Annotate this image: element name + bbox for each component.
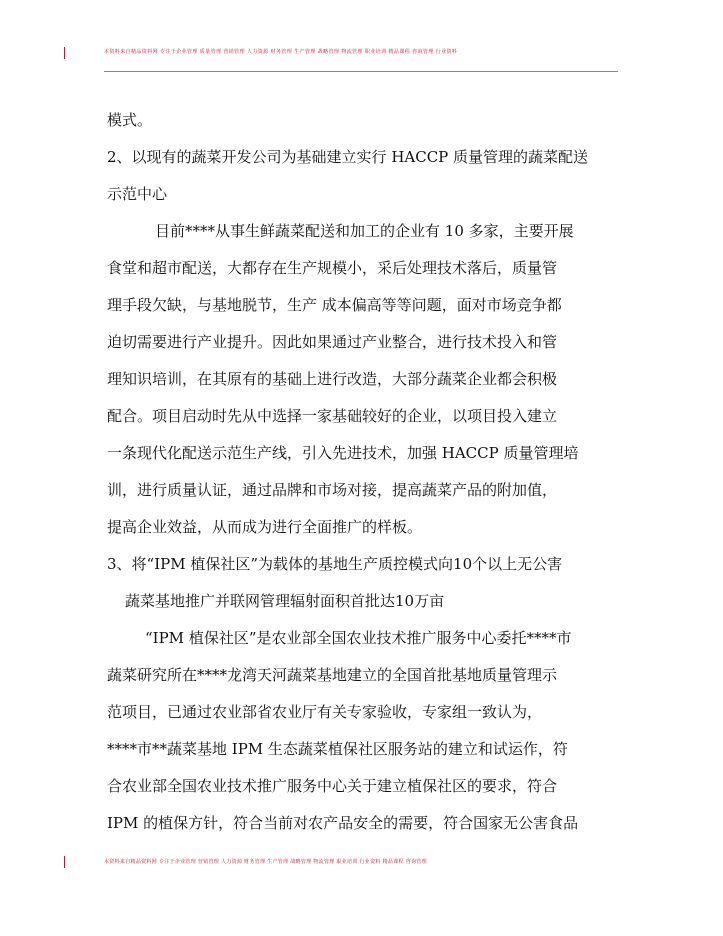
body-line: 合农业部全国农业技术推广服务中心关于建立植保社区的要求，符合 <box>107 777 558 795</box>
body-line: 蔬菜研究所在****龙湾天河蔬菜基地建立的全国首批基地质量管理示 <box>107 666 558 684</box>
header-banner-text: 本资料来自精品资料网 专注于企业管理 质量管理 营销管理 人力资源 财务管理 生产管理 战略管理 物流管理 职业培训 精品课程 咨询管理 行业资料 <box>104 49 458 55</box>
footer-banner-text: 本资料来自精品资料网 专注于企业管理 营销管理 人力资源 财务管理 生产管理 战略管理 物流管理 职业培训 行业资料 精品课程 咨询管理 <box>104 859 427 865</box>
body-line: 范项目，已通过农业部省农业厅有关专家验收，专家组一致认为， <box>107 703 543 721</box>
body-line: “IPM 植保社区”是农业部全国农业技术推广服务中心委托****市 <box>145 629 572 647</box>
body-line: IPM 的植保方针，符合当前对农产品安全的需要，符合国家无公害食品 <box>107 814 579 832</box>
header-rule <box>104 71 618 72</box>
body-line: 理知识培训，在其原有的基础上进行改造，大部分蔬菜企业都会积极 <box>107 370 558 388</box>
section-heading: 3、将“IPM 植保社区”为载体的基地生产质控模式向10个以上无公害 <box>107 555 563 573</box>
section-heading: 蔬菜基地推广并联网管理辐射面积首批达10万亩 <box>125 592 445 610</box>
body-line: ****市**蔬菜基地 IPM 生态蔬菜植保社区服务站的建立和试运作，符 <box>107 740 568 758</box>
body-line: 训，进行质量认证，通过品牌和市场对接，提高蔬菜产品的附加值， <box>107 481 558 499</box>
body-line: 提高企业效益，从而成为进行全面推广的样板。 <box>107 518 423 536</box>
body-line: 模式。 <box>107 111 153 129</box>
footer-margin-mark <box>64 856 65 868</box>
body-line: 配合。项目启动时先从中选择一家基础较好的企业，以项目投入建立 <box>107 407 558 425</box>
body-line: 一条现代化配送示范生产线，引入先进技术，加强 HACCP 质量管理培 <box>107 444 579 462</box>
header-margin-mark <box>64 47 65 59</box>
section-heading: 2、以现有的蔬菜开发公司为基础建立实行 HACCP 质量管理的蔬菜配送 <box>107 148 589 166</box>
body-line: 迫切需要进行产业提升。因此如果通过产业整合，进行技术投入和管 <box>107 333 558 351</box>
body-line: 理手段欠缺，与基地脱节，生产 成本偏高等等问题，面对市场竞争都 <box>107 296 562 314</box>
body-line: 食堂和超市配送，大都存在生产规模小，采后处理技术落后，质量管 <box>107 259 558 277</box>
section-heading: 示范中心 <box>107 185 168 203</box>
body-line: 目前****从事生鲜蔬菜配送和加工的企业有 10 多家，主要开展 <box>155 222 574 240</box>
